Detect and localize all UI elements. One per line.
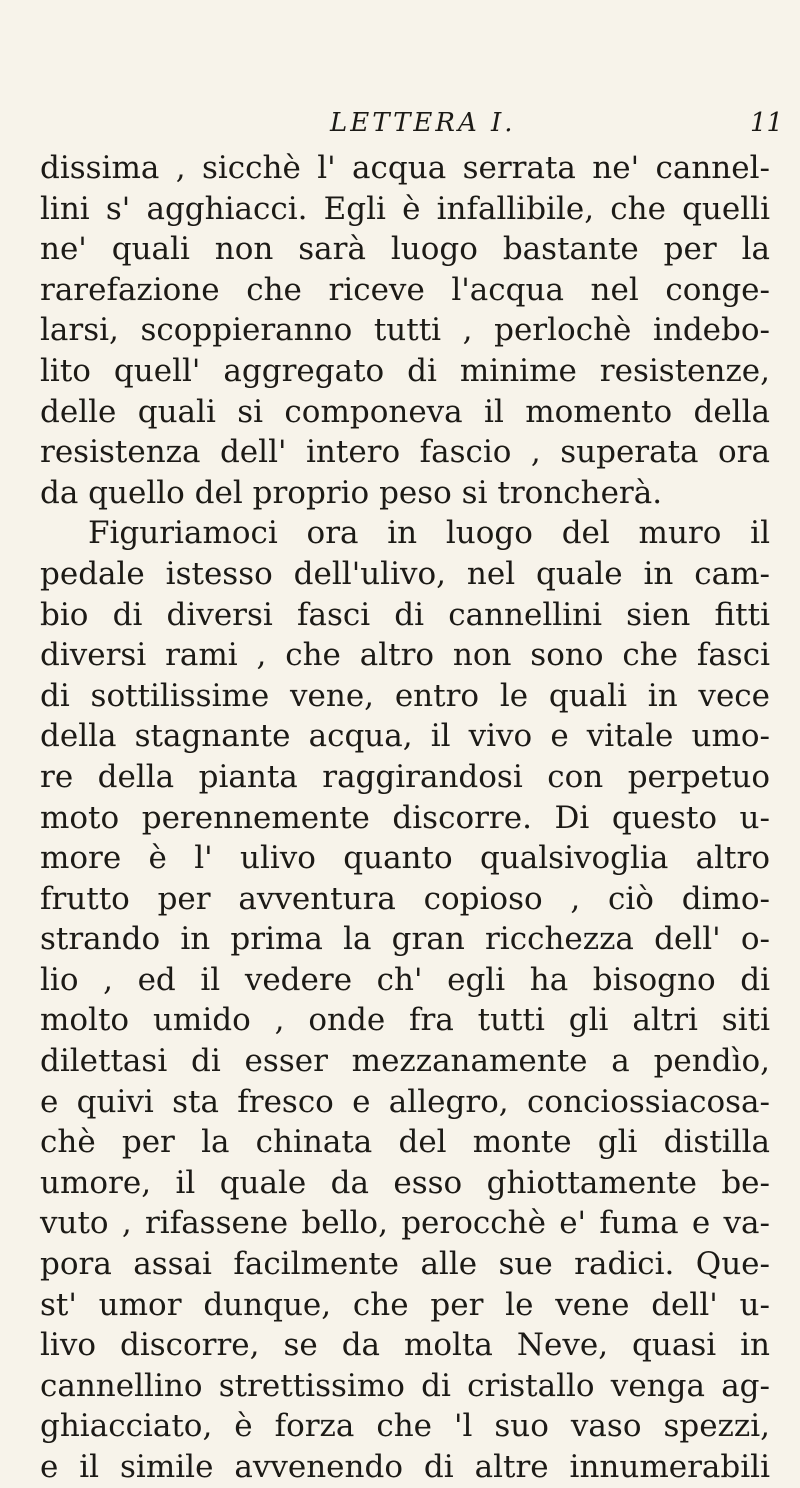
text-line: vuto , rifassene bello, perocchè e' fuma e va- (40, 1205, 770, 1242)
text-line: re della pianta raggirandosi con perpetuo (40, 758, 770, 795)
text-line: lio , ed il vedere ch' egli ha bisogno di (40, 961, 770, 998)
text-line: di sottilissime vene, entro le quali in vece (40, 677, 770, 714)
body-text (40, 148, 770, 1488)
text-line: dilettasi di esser mezzanamente a pendìo, (40, 1043, 770, 1080)
text-line: larsi, scoppieranno tutti , perlochè indebo- (40, 312, 770, 349)
text-line: lito quell' aggregato di minime resistenze, (40, 352, 770, 389)
text-line: bio di diversi fasci di cannellini sien fitti (40, 596, 770, 633)
text-line: dissima , sicchè l' acqua serrata ne' cannel- (40, 150, 770, 186)
text-line: cannellino strettissimo di cristallo venga ag- (40, 1367, 770, 1404)
text-line: diversi rami , che altro non sono che fasci (40, 637, 770, 674)
text-line: molto umido , onde fra tutti gli altri siti (40, 1002, 770, 1039)
text-line: moto perennemente discorre. Di questo u- (40, 799, 770, 836)
text-line: e il simile avvenendo di altre innumerabili (40, 1449, 770, 1485)
text-line: st' umor dunque, che per le vene dell' u- (40, 1286, 770, 1323)
text-line: pora assai facilmente alle sue radici. Que- (40, 1246, 770, 1283)
text-line: Figuriamoci ora in luogo del muro il (88, 515, 770, 552)
text-line: rarefazione che riceve l'acqua nel conge- (40, 271, 770, 308)
text-line: delle quali si componeva il momento della (40, 393, 770, 430)
text-line: della stagnante acqua, il vivo e vitale umo- (40, 718, 770, 755)
text-line: more è l' ulivo quanto qualsivoglia altro (40, 840, 770, 877)
text-line: lini s' agghiacci. Egli è infallibile, che quelli (40, 190, 770, 227)
text-line: strando in prima la gran ricchezza dell' o- (40, 921, 770, 958)
text-line: ghiacciato, è forza che 'l suo vaso spezzi, (40, 1408, 770, 1445)
text-line: ne' quali non sarà luogo bastante per la (40, 231, 770, 268)
text-line: e quivi sta fresco e allegro, conciossiacosa- (40, 1083, 770, 1120)
page-number: 11 (750, 108, 784, 138)
text-line: chè per la chinata del monte gli distilla (40, 1124, 770, 1161)
text-line: da quello del proprio peso si troncherà. (40, 474, 663, 511)
running-head (0, 108, 800, 144)
text-line: pedale istesso dell'ulivo, nel quale in cam- (40, 555, 770, 592)
text-line: umore, il quale da esso ghiottamente be- (40, 1164, 770, 1201)
text-line: livo discorre, se da molta Neve, quasi in (40, 1327, 770, 1364)
running-title: LETTERA I. (330, 108, 516, 138)
text-line: resistenza dell' intero fascio , superata ora (40, 434, 770, 471)
text-line: frutto per avventura copioso , ciò dimo- (40, 880, 770, 917)
